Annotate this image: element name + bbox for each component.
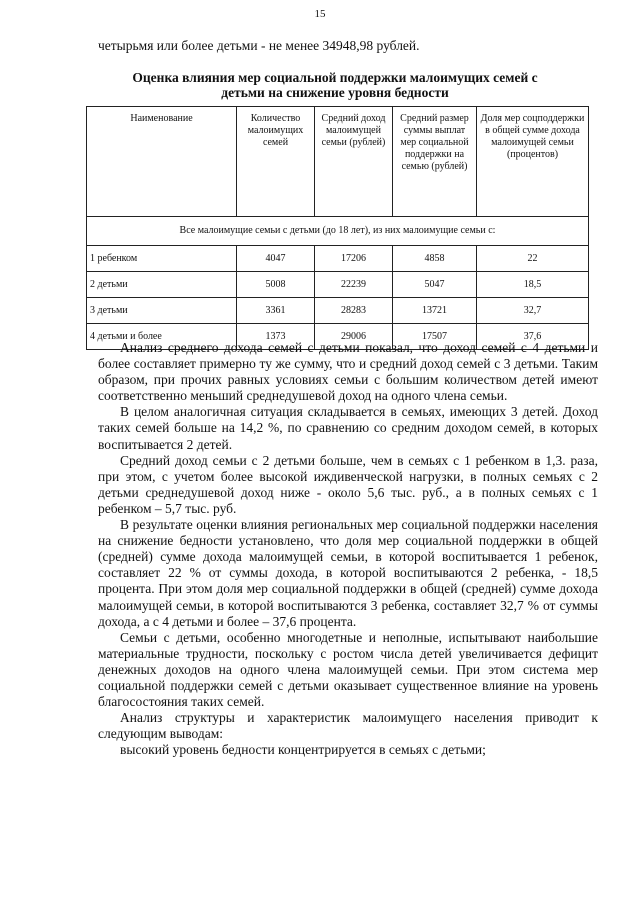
document-title [95, 70, 575, 100]
cell-family-count: 4047 [237, 246, 315, 272]
cell-average-payments: 4858 [393, 246, 477, 272]
header-support-share: Доля мер соцподдержки в общей сумме дохода малоимущей семьи (процентов) [477, 107, 589, 217]
group-label: Все малоимущие семьи с детьми (до 18 лет), из них малоимущие семьи с: [87, 217, 589, 246]
cell-average-payments: 5047 [393, 272, 477, 298]
cell-support-share: 32,7 [477, 298, 589, 324]
row-label: 1 ребенком [87, 246, 237, 272]
table-header-row [87, 107, 589, 217]
cell-average-income: 17206 [315, 246, 393, 272]
cell-average-income: 29006 [315, 324, 393, 350]
cell-average-payments: 17507 [393, 324, 477, 350]
cell-average-income: 28283 [315, 298, 393, 324]
poverty-table [86, 106, 589, 350]
paragraph: В результате оценки влияния региональных мер социальной поддержки населения на снижение бедности установлено, что доля мер социальной поддержки в общей (средней) сумме дохода малоимущей семьи, в которой воспитывается 1 ребенок, составляет 22 % от суммы дохода, в которой воспитываются 2 ребенка, - 18,5 процента. При этом доля мер социальной поддержки в общей (средней) сумме дохода малоимущей семьи, в которой воспитываются 3 ребенка, составляет 32,7 % от суммы дохода, а с 4 детьми и более – 37,6 процента. [98, 517, 598, 629]
title-line-2: детьми на снижение уровня бедности [221, 85, 449, 100]
header-name: Наименование [87, 107, 237, 217]
paragraph: высокий уровень бедности концентрируется в семьях с детьми; [120, 742, 486, 758]
header-family-count: Количество малоимущих семей [237, 107, 315, 217]
title-line-1: Оценка влияния мер социальной поддержки малоимущих семей с [132, 70, 538, 85]
paragraph: В целом аналогичная ситуация складывается в семьях, имеющих 3 детей. Доход таких семей больше на 14,2 %, по сравнению со средним доходом семей, в которых воспитывается 2 детей. [98, 404, 598, 452]
cell-support-share: 22 [477, 246, 589, 272]
table-row [87, 272, 589, 298]
cell-family-count: 3361 [237, 298, 315, 324]
cell-support-share: 18,5 [477, 272, 589, 298]
cell-family-count: 1373 [237, 324, 315, 350]
paragraph: Семьи с детьми, особенно многодетные и неполные, испытывают наибольшие материальные трудности, поскольку с ростом числа детей увеличивается дефицит денежных доходов на одного члена малоимущей семьи. При этом система мер социальной поддержки семей с детьми оказывает существенное влияние на уровень благосостояния таких семей. [98, 629, 598, 710]
paragraph: Анализ среднего дохода семей с детьми показал, что доход семей с 4 детьми и более составляет примерно ту же сумму, что и средний доход семей с 3 детьми. Таким образом, при прочих равных условиях семьи с большим количеством детей имеют соответственно меньший среднедушевой доход на одного члена семьи. [98, 340, 598, 404]
row-label: 2 детьми [87, 272, 237, 298]
paragraph: Анализ структуры и характеристик малоимущего населения приводит к следующим выводам: [98, 710, 598, 742]
cell-average-income: 22239 [315, 272, 393, 298]
row-label: 4 детьми и более [87, 324, 237, 350]
table-group-row [87, 217, 589, 246]
cell-support-share: 37,6 [477, 324, 589, 350]
intro-line: четырьмя или более детьми - не менее 34948,98 рублей. [98, 38, 420, 53]
table-row [87, 246, 589, 272]
page-number: 15 [314, 8, 326, 20]
paragraph: Средний доход семьи с 2 детьми больше, чем в семьях с 1 ребенком в 1,3. раза, при этом, с учетом более высокой иждивенческой нагрузки, в полных семьях с 2 детьми среднедушевой доход ниже - около 5,6 тыс. руб., а в полных семьях с 1 ребенком – 5,7 тыс. руб. [98, 452, 598, 516]
header-average-payments: Средний размер суммы выплат мер социальной поддержки на семью (рублей) [393, 107, 477, 217]
header-average-income: Средний доход малоимущей семьи (рублей) [315, 107, 393, 217]
cell-average-payments: 13721 [393, 298, 477, 324]
row-label: 3 детьми [87, 298, 237, 324]
table-row [87, 298, 589, 324]
body-text [98, 340, 598, 758]
cell-family-count: 5008 [237, 272, 315, 298]
